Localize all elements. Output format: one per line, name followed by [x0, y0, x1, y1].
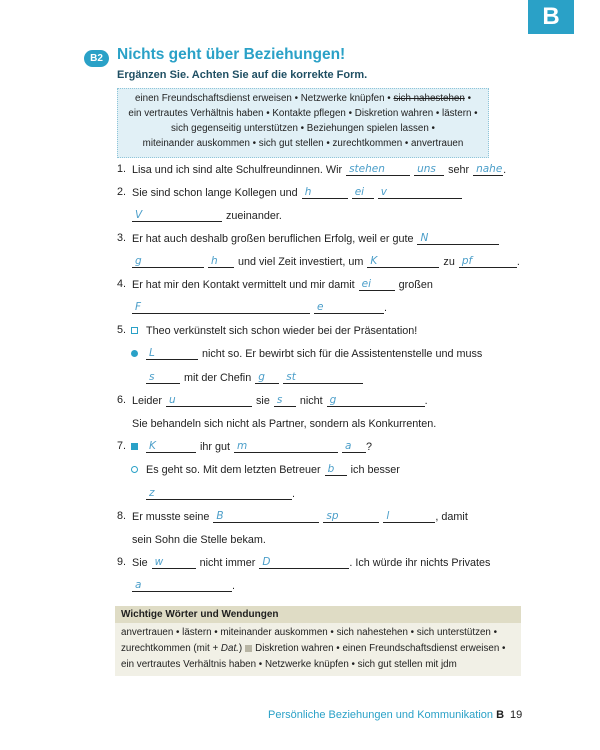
handwritten-answer: B	[216, 510, 224, 522]
handwritten-answer: ei	[361, 278, 372, 290]
text: .	[516, 256, 520, 268]
handwritten-answer: a	[345, 440, 352, 452]
text: Sie	[132, 557, 148, 569]
handwritten-answer: uns	[417, 163, 436, 175]
vocabulary-line: ein vertrautes Verhältnis haben • Netzwerke knüpfen • sich gut stellen mit jdm	[121, 659, 457, 670]
text: .	[503, 164, 507, 176]
wordbox-text: ein vertrautes Verhältnis haben • Kontakte pflegen • Diskretion wahren • lästern •	[128, 108, 478, 119]
exercise-7	[146, 435, 372, 453]
handwritten-answer: sp	[326, 510, 339, 522]
text: und viel Zeit investiert, um	[238, 256, 364, 268]
answer-blank[interactable]	[346, 161, 410, 176]
exercise-3	[132, 227, 499, 245]
answer-blank[interactable]	[274, 392, 296, 407]
handwritten-answer: b	[327, 463, 335, 475]
handwritten-answer: F	[135, 301, 142, 313]
handwritten-answer: ei	[354, 186, 365, 198]
answer-blank[interactable]	[146, 369, 180, 384]
text: mit der Chefin	[184, 372, 252, 384]
answer-blank[interactable]	[132, 207, 222, 222]
answer-blank[interactable]	[255, 369, 279, 384]
page-number: 19	[510, 709, 523, 721]
handwritten-answer: h	[211, 255, 218, 267]
vocabulary-line: anvertrauen • lästern • miteinander auskommen • sich nahestehen • sich unterstützen •	[121, 627, 498, 638]
answer-blank[interactable]	[166, 392, 252, 407]
answer-blank[interactable]	[367, 253, 439, 268]
handwritten-answer: V	[135, 209, 143, 221]
handwritten-answer: l	[386, 510, 390, 522]
text: nicht immer	[199, 557, 256, 569]
item-number: 7.	[117, 440, 127, 452]
item-number: 2.	[117, 186, 127, 198]
answer-blank[interactable]	[146, 345, 198, 360]
text: Sie sind schon lange Kollegen und	[132, 187, 298, 199]
text: . Ich würde ihr nichts Privates	[349, 557, 491, 569]
answer-blank[interactable]	[327, 392, 425, 407]
handwritten-answer: a	[135, 579, 142, 591]
answer-blank[interactable]	[325, 461, 347, 476]
filled-square-icon	[131, 443, 138, 450]
handwritten-answer: nahe	[476, 163, 503, 175]
answer-blank[interactable]	[378, 184, 462, 199]
open-dot-icon	[131, 466, 138, 473]
text: nicht so. Er bewirbt sich für die Assistentenstelle und muss	[202, 348, 483, 360]
answer-blank[interactable]	[152, 554, 196, 569]
filled-dot-icon	[131, 350, 138, 357]
item-number: 5.	[117, 324, 127, 336]
text: .	[424, 395, 428, 407]
answer-blank[interactable]	[473, 161, 503, 176]
handwritten-answer: z	[149, 487, 155, 499]
answer-blank[interactable]	[323, 508, 379, 523]
answer-blank[interactable]	[146, 438, 196, 453]
answer-blank[interactable]	[302, 184, 348, 199]
answer-blank[interactable]	[213, 508, 319, 523]
wordbox-text: einen Freundschaftsdienst erweisen • Netzwerke knüpfen •	[135, 93, 391, 104]
answer-blank[interactable]	[234, 438, 338, 453]
answer-blank[interactable]	[146, 485, 292, 500]
word-box	[117, 88, 489, 158]
answer-blank[interactable]	[414, 161, 444, 176]
answer-blank[interactable]	[359, 276, 395, 291]
text: Es geht so. Mit dem letzten Betreuer	[146, 464, 321, 476]
handwritten-answer: K	[370, 255, 378, 267]
exercise-9	[132, 551, 490, 569]
text: Sie behandeln sich nicht als Partner, sondern als Konkurrenten.	[132, 418, 437, 430]
answer-blank[interactable]	[132, 299, 310, 314]
item-number: 9.	[117, 556, 127, 568]
text: Leider	[132, 395, 163, 407]
exercise-7-reply	[146, 458, 400, 476]
answer-blank[interactable]	[417, 230, 499, 245]
handwritten-answer: s	[276, 394, 283, 406]
handwritten-answer: w	[154, 556, 164, 568]
handwritten-answer: D	[262, 556, 271, 568]
text: ?	[366, 441, 373, 453]
text: Er hat auch deshalb großen beruflichen Erfolg, weil er gute	[132, 233, 414, 245]
wordbox-text: miteinander auskommen • sich gut stellen • zurechtkommen • anvertrauen	[142, 138, 464, 149]
exercise-4-cont	[132, 296, 387, 314]
exercise-8	[132, 505, 468, 523]
handwritten-answer: v	[380, 186, 387, 198]
section-badge: B2	[84, 50, 109, 67]
handwritten-answer: K	[149, 440, 156, 452]
separator-square-icon	[245, 645, 252, 652]
answer-blank[interactable]	[352, 184, 374, 199]
text: sie	[256, 395, 270, 407]
item-number: 8.	[117, 510, 127, 522]
struck-word: sich nahestehen	[393, 93, 465, 104]
exercise-5	[146, 319, 417, 337]
footer-chapter-title: Persönliche Beziehungen und Kommunikation B	[268, 709, 505, 721]
handwritten-answer: m	[237, 440, 248, 452]
exercise-2-cont	[132, 204, 282, 222]
handwritten-answer: stehen	[349, 163, 385, 175]
handwritten-answer: e	[317, 301, 324, 313]
text: Er musste seine	[132, 511, 210, 523]
answer-blank[interactable]	[132, 577, 232, 592]
text: Er hat mir den Kontakt vermittelt und mir damit	[132, 279, 355, 291]
answer-blank[interactable]	[342, 438, 366, 453]
exercise-6-cont	[132, 412, 436, 430]
chapter-tab: B	[528, 0, 574, 34]
exercise-4	[132, 273, 433, 291]
exercise-7-cont	[146, 482, 295, 500]
exercise-3-cont	[132, 250, 520, 268]
open-square-icon	[131, 327, 138, 334]
answer-blank[interactable]	[314, 299, 384, 314]
text: zueinander.	[226, 210, 282, 222]
handwritten-answer: u	[169, 394, 176, 406]
answer-blank[interactable]	[208, 253, 234, 268]
exercise-5-reply	[146, 342, 482, 360]
text: .	[292, 488, 295, 500]
text: sehr	[448, 164, 470, 176]
text: nicht	[299, 395, 323, 407]
text: , damit	[435, 511, 468, 523]
vocabulary-title: Wichtige Wörter und Wendungen	[115, 606, 521, 623]
exercise-6	[132, 389, 428, 407]
answer-blank[interactable]	[259, 554, 349, 569]
handwritten-answer: L	[149, 347, 155, 359]
handwritten-answer: st	[286, 371, 296, 383]
text: ihr gut	[200, 441, 231, 453]
text: .	[384, 302, 387, 314]
answer-blank[interactable]	[132, 253, 204, 268]
handwritten-answer: g	[135, 255, 142, 267]
section-title: Nichts geht über Beziehungen!	[117, 46, 346, 63]
instruction: Ergänzen Sie. Achten Sie auf die korrekte Form.	[117, 69, 368, 81]
text: großen	[398, 279, 433, 291]
handwritten-answer: g	[329, 394, 337, 406]
handwritten-answer: h	[304, 186, 312, 198]
answer-blank[interactable]	[283, 369, 363, 384]
answer-blank[interactable]	[459, 253, 517, 268]
text: Theo verkünstelt sich schon wieder bei der Präsentation!	[146, 325, 418, 337]
text: zu	[443, 256, 455, 268]
handwritten-answer: N	[420, 232, 429, 244]
text: .	[232, 580, 235, 592]
wordbox-text: sich gegenseitig unterstützen • Beziehungen spielen lassen •	[171, 123, 435, 134]
text: Lisa und ich sind alte Schulfreundinnen. Wir	[132, 164, 343, 176]
wordbox-text: •	[467, 93, 471, 104]
answer-blank[interactable]	[383, 508, 435, 523]
handwritten-answer: pf	[461, 255, 473, 267]
text: ich besser	[350, 464, 400, 476]
handwritten-answer: g	[258, 371, 265, 383]
text: sein Sohn die Stelle bekam.	[132, 534, 266, 546]
vocabulary-box	[115, 606, 521, 676]
exercise-9-cont	[132, 574, 235, 592]
item-number: 1.	[117, 163, 127, 175]
vocabulary-line: zurechtkommen (mit + Dat.) Diskretion wahren • einen Freundschaftsdienst erweisen •	[121, 643, 506, 654]
exercise-5-cont	[146, 366, 363, 384]
exercise-1	[132, 158, 506, 176]
item-number: 3.	[117, 232, 127, 244]
item-number: 4.	[117, 278, 127, 290]
item-number: 6.	[117, 394, 127, 406]
exercise-2	[132, 181, 462, 199]
exercise-8-cont	[132, 528, 266, 546]
handwritten-answer: s	[149, 371, 155, 383]
